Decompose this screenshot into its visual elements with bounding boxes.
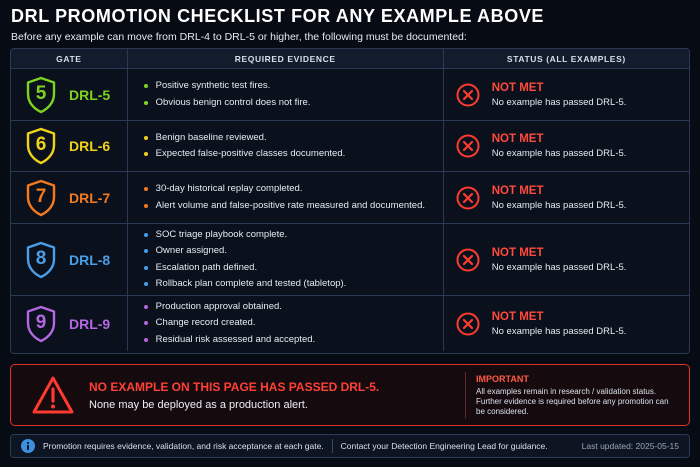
shield-icon [25, 127, 57, 165]
evidence-item [144, 262, 433, 275]
bullet-icon [144, 321, 148, 325]
evidence-item [144, 97, 433, 110]
status-cell [444, 172, 689, 223]
x-circle-icon [456, 312, 480, 336]
gate-number: 8 [35, 247, 47, 269]
gate-number: 5 [35, 82, 47, 104]
evidence-text: Owner assigned. [155, 245, 227, 256]
table-row [11, 224, 689, 296]
alert-banner [10, 364, 690, 426]
evidence-text: Positive synthetic test fires. [155, 80, 271, 91]
status-text [492, 311, 627, 337]
evidence-item [144, 148, 433, 161]
gate-label: DRL-5 [69, 86, 111, 103]
status-label: NOT MET [491, 81, 544, 94]
evidence-text: 30-day historical replay completed. [155, 183, 303, 194]
gate-label: DRL-7 [69, 189, 111, 206]
evidence-cell [128, 172, 444, 223]
evidence-item [144, 278, 433, 291]
evidence-item [144, 317, 433, 330]
table-row [11, 121, 689, 172]
warning-triangle-icon [31, 375, 75, 415]
page-title: DRL PROMOTION CHECKLIST FOR ANY EXAMPLE ABOVE [11, 6, 545, 26]
footer-contact: Contact your Detection Engineering Lead for guidance. [340, 441, 548, 451]
bullet-icon [144, 152, 148, 156]
evidence-cell [128, 121, 444, 171]
x-circle-icon [456, 83, 480, 107]
bullet-icon [144, 249, 148, 253]
evidence-item [144, 229, 433, 242]
bullet-icon [144, 282, 148, 286]
evidence-item [144, 245, 433, 258]
important-text: All examples remain in research / validation status. Further evidence is required before any promotion can be considered. [476, 386, 669, 416]
bullet-icon [144, 338, 148, 342]
evidence-text: SOC triage playbook complete. [155, 228, 288, 240]
status-cell [444, 69, 689, 120]
gate-cell [11, 172, 128, 223]
gate-cell [11, 296, 128, 351]
gate-label: DRL-8 [69, 251, 111, 268]
alert-text: None may be deployed as a production alert. [89, 398, 308, 411]
status-cell [444, 224, 689, 295]
gate-number: 9 [35, 311, 47, 333]
gate-label: DRL-9 [69, 315, 111, 332]
bullet-icon [144, 84, 148, 88]
evidence-text: Change record created. [155, 317, 256, 329]
x-circle-icon [456, 186, 480, 210]
evidence-item [144, 132, 433, 145]
status-note: No example has passed DRL-5. [491, 325, 627, 337]
status-text [492, 247, 627, 273]
bullet-icon [144, 136, 148, 140]
footer-separator [332, 439, 333, 453]
gate-number: 6 [35, 134, 47, 155]
bullet-icon [144, 187, 148, 191]
evidence-item [144, 334, 433, 347]
gate-cell [11, 224, 128, 295]
status-text [492, 185, 627, 211]
checklist-table [10, 48, 690, 354]
evidence-text: Expected false-positive classes documented. [155, 148, 346, 159]
evidence-text: Rollback plan complete and tested (tabletop). [155, 278, 347, 289]
status-note: No example has passed DRL-5. [491, 199, 627, 211]
status-cell [444, 296, 689, 351]
shield-icon [25, 76, 57, 114]
table-row [11, 172, 689, 224]
evidence-cell [128, 296, 444, 351]
bullet-icon [144, 266, 148, 270]
footer-bar [10, 434, 690, 458]
bullet-icon [144, 233, 148, 237]
status-note: No example has passed DRL-5. [491, 148, 627, 159]
evidence-text: Production approval obtained. [155, 300, 282, 312]
footer-last-updated: Last updated: 2025-05-15 [581, 441, 679, 451]
x-circle-icon [456, 134, 480, 158]
evidence-cell [128, 224, 444, 295]
info-icon [21, 439, 35, 453]
status-note: No example has passed DRL-5. [491, 261, 627, 273]
page-subtitle: Before any example can move from DRL-4 to DRL-5 or higher, the following must be documented: [11, 31, 467, 43]
table-row [11, 69, 689, 121]
table-body [11, 69, 689, 351]
table-header [11, 49, 689, 69]
x-circle-icon [456, 248, 480, 272]
bullet-icon [144, 101, 148, 105]
important-heading: IMPORTANT [476, 373, 529, 384]
status-label: NOT MET [491, 246, 544, 259]
footer-note: Promotion requires evidence, validation, and risk acceptance at each gate. [43, 441, 324, 451]
gate-label: DRL-6 [69, 138, 111, 154]
evidence-text: Residual risk assessed and accepted. [155, 333, 316, 345]
column-header-status: STATUS (ALL EXAMPLES) [506, 53, 626, 64]
evidence-text: Escalation path defined. [155, 261, 258, 273]
status-text [492, 133, 627, 159]
evidence-item [144, 80, 433, 93]
shield-icon [25, 179, 57, 217]
evidence-cell [128, 69, 444, 120]
gate-cell [11, 69, 128, 120]
bullet-icon [144, 204, 148, 208]
gate-cell [11, 121, 128, 171]
column-header-gate: GATE [11, 49, 128, 68]
status-text [492, 82, 627, 108]
table-row [11, 296, 689, 351]
status-note: No example has passed DRL-5. [491, 96, 627, 108]
evidence-text: Obvious benign control does not fire. [155, 96, 311, 108]
alert-message [89, 380, 459, 411]
gate-number: 7 [35, 185, 47, 207]
status-label: NOT MET [491, 133, 544, 145]
status-label: NOT MET [491, 310, 544, 323]
shield-icon [25, 305, 57, 343]
evidence-text: Alert volume and false-positive rate measured and documented. [155, 199, 425, 211]
evidence-text: Benign baseline reviewed. [155, 131, 267, 143]
alert-heading: NO EXAMPLE ON THIS PAGE HAS PASSED DRL-5. [89, 379, 380, 394]
status-cell [444, 121, 689, 171]
evidence-item [144, 301, 433, 314]
bullet-icon [144, 305, 148, 309]
alert-divider [465, 372, 466, 418]
evidence-item [144, 183, 433, 196]
shield-icon [25, 241, 57, 279]
column-header-evidence: REQUIRED EVIDENCE [128, 49, 444, 68]
status-label: NOT MET [491, 184, 544, 197]
evidence-item [144, 200, 433, 213]
important-note [476, 374, 676, 417]
